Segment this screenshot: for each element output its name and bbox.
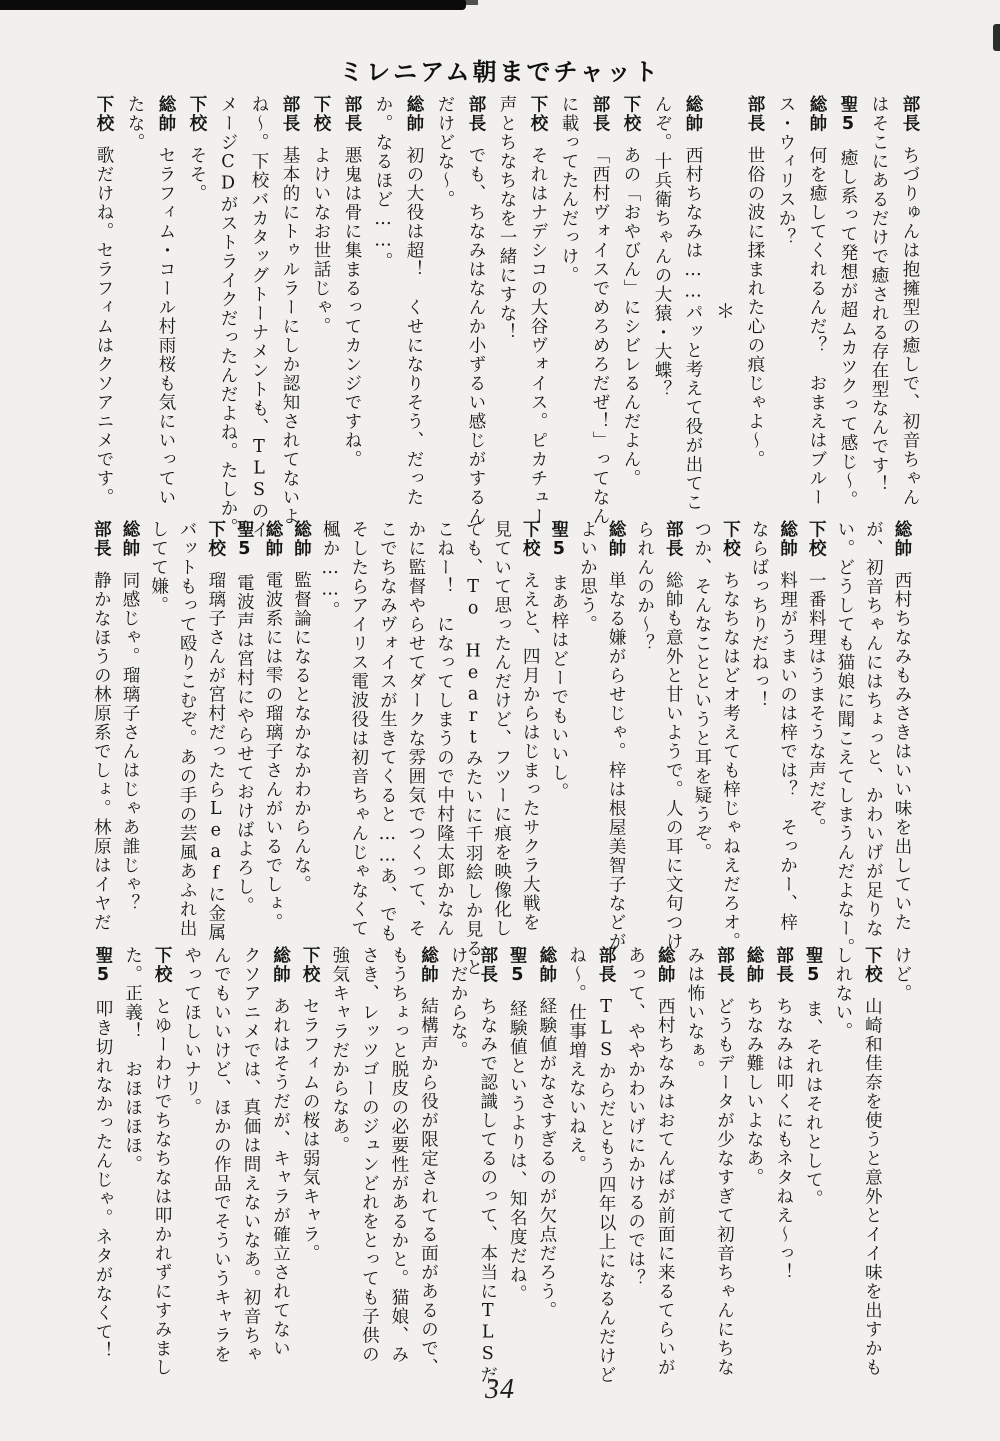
dialogue-line: 聖5まあ梓はどーでもいいし。	[548, 520, 569, 802]
dialogue-line: 部長総帥も意外と甘いようで。人の耳に文句つけ	[663, 520, 684, 951]
dialogue-line: はそこにあるだけで癒される存在型なんです！	[869, 95, 889, 494]
speaker-name: 聖5	[838, 95, 858, 136]
dialogue-line: 部長ちなみで認識してるのって、本当にTLSだ	[477, 946, 498, 1385]
dialogue-line: 総帥西村ちなみは……パッと考えて役が出てこ	[683, 95, 703, 512]
dialogue-line: 総帥監督論になるとなかなかわからんな。	[291, 520, 312, 894]
dialogue-line: 聖5ま、それはそれとして。	[803, 946, 824, 1209]
speaker-name: 総帥	[777, 520, 798, 558]
speaker-name: 下校	[311, 95, 331, 133]
dialogue-line: クソアニメでは、真価は問えないなあ。初音ちゃ	[240, 946, 261, 1364]
dialogue-line: もうちょっと脱皮の必要性があるかと。猫娘、み	[388, 946, 409, 1364]
dialogue-line: られんのか～？	[634, 520, 655, 653]
dialogue-line: に載ってたんだっけ。	[559, 95, 579, 285]
dialogue-line: ね～。仕事増えないねえ。	[566, 946, 587, 1174]
speaker-name: 下校	[862, 946, 883, 984]
speaker-name: 部長	[280, 95, 300, 133]
speaker-name: 聖5	[548, 520, 569, 561]
dialogue-line: 部長世俗の波に揉まれた心の痕じゃよ～。	[745, 95, 765, 469]
dialogue-line: 総帥ちなみ難しいよなあ。	[744, 946, 765, 1187]
dialogue-line: 部長「西村ヴォイスでめろめろだぜ！」ってなん	[590, 95, 610, 526]
speaker-name: 総帥	[606, 520, 627, 558]
dialogue-line: 総帥セラフィム・コール村雨桜も気にいってい	[156, 95, 176, 507]
dialogue-line: だけどな～。	[435, 95, 455, 209]
speaker-name: 下校	[528, 95, 548, 133]
page-number: 34	[485, 1374, 515, 1405]
dialogue-line: そしたらアイリス電波役は初音ちゃんじゃなくて	[348, 520, 369, 938]
scan-artifact-right-edge	[993, 24, 1000, 51]
speaker-name: 総帥	[807, 95, 827, 133]
speaker-name: 部長	[466, 95, 486, 133]
dialogue-line: 下校そそ。	[187, 95, 207, 203]
dialogue-line: ならばっちりだねっ！	[749, 520, 770, 710]
dialogue-line: 総帥何を癒してくれるんだ？ おまえはブルー	[807, 95, 827, 507]
section-separator: ＊	[713, 301, 735, 322]
dialogue-line: 総帥単なる嫌がらせじゃ。梓は根屋美智子などが	[606, 520, 627, 951]
dialogue-line: けど。	[892, 946, 912, 1003]
dialogue-line: 聖5癒し系って発想が超ムカツクって感じ～。	[838, 95, 858, 510]
speaker-name: 総帥	[262, 520, 283, 558]
speaker-name: 下校	[720, 520, 741, 558]
dialogue-line: 総帥電波系には雫の瑠璃子さんがいるでしょ。	[262, 520, 283, 932]
speaker-name: 部長	[342, 95, 362, 133]
speaker-name: 総帥	[119, 520, 140, 558]
dialogue-line: しれない。	[832, 946, 853, 1041]
dialogue-line: 下校セラフィムの桜は弱気キャラ。	[300, 946, 321, 1263]
speaker-name: 聖5	[507, 946, 528, 987]
speaker-name: 下校	[205, 520, 226, 558]
dialogue-line: 総帥料理がうまいのは梓では？ そっかー、梓	[777, 520, 798, 932]
speaker-name: 聖5	[92, 946, 113, 987]
page-title: ミレニアム朝までチャット	[339, 58, 661, 86]
speaker-name: 部長	[773, 946, 794, 984]
dialogue-line: かに監督やらせてダークな雰囲気でつくって、そ	[405, 520, 426, 938]
speaker-name: 総帥	[892, 520, 912, 558]
dialogue-line: 総帥経験値がなさすぎるのが欠点だろう。	[536, 946, 557, 1320]
dialogue-line: してて嫌。	[148, 520, 169, 615]
dialogue-line: 下校あの「おやびん」にシビレるんだよん。	[621, 95, 641, 488]
dialogue-line: が、初音ちゃんにはちょっと、かわいげが足りな	[863, 520, 884, 938]
chat-transcript-section-2	[87, 520, 916, 977]
dialogue-line: 下校よけいなお世話じゃ。	[311, 95, 331, 336]
dialogue-line: 総帥西村ちなみもみさきはいい味を出していた	[892, 520, 912, 932]
dialogue-line: 総帥同感じゃ。瑠璃子さんはじゃあ誰じゃ？	[119, 520, 140, 913]
speaker-name: 聖5	[234, 520, 255, 561]
dialogue-line: ス・ウィリスか？	[776, 95, 796, 247]
dialogue-line: 見ていて思ったんだけど、フツーに痕を映像化し	[491, 520, 512, 938]
scan-artifact-top-edge	[0, 0, 466, 10]
dialogue-line: こねー！ になってしまうので中村隆太郎かなん	[434, 520, 455, 938]
dialogue-line: 下校ええと、四月からはじまったサクラ大戦を	[520, 520, 541, 932]
speaker-name: 総帥	[418, 946, 439, 984]
speaker-name: 下校	[621, 95, 641, 133]
dialogue-line: ね～。下校バカタッグトーナメントも、TLSのイ	[249, 95, 269, 540]
dialogue-line: んぞ。十兵衛ちゃんの大猿・大蝶？	[652, 95, 672, 399]
dialogue-line: 下校それはナデシコの大谷ヴォイス。ピカチュー	[528, 95, 548, 526]
dialogue-line: 総帥初の大役は超！ くせになりそう、だった	[404, 95, 424, 507]
dialogue-line: 聖5電波声は宮村にやらせておけばよろし。	[234, 520, 255, 916]
speaker-name: 部長	[745, 95, 765, 133]
dialogue-line: 部長TLSからだともう四年以上になるんだけど	[596, 946, 617, 1385]
dialogue-line: あって、ややかわいげにかけるのでは？	[625, 946, 646, 1288]
speaker-name: 下校	[187, 95, 207, 133]
speaker-name: 部長	[596, 946, 617, 984]
dialogue-line: 部長静かなほうの林原系でしょ。林原はイヤだ	[91, 520, 112, 932]
speaker-name: 部長	[900, 95, 920, 133]
speaker-name: 聖5	[803, 946, 824, 987]
dialogue-line: 下校歌だけね。セラフィムはクソアニメです。	[94, 95, 114, 507]
dialogue-line: つか、そんなことというと耳を疑うぞ。	[691, 520, 712, 862]
speaker-name: 下校	[806, 520, 827, 558]
chat-transcript-section-3	[87, 946, 916, 1385]
dialogue-line: 部長ちなみは叩くにもネタねえ～っ！	[773, 946, 794, 1282]
speaker-name: 総帥	[536, 946, 557, 984]
dialogue-line: たな。	[125, 95, 145, 152]
dialogue-line: ても、To Heartみたいに千羽絵しか見ると	[463, 520, 484, 977]
dialogue-line: やってほしいナリ。	[181, 946, 202, 1117]
speaker-name: 総帥	[156, 95, 176, 133]
speaker-name: 下校	[152, 946, 173, 984]
chat-transcript-section-1	[88, 95, 925, 540]
dialogue-line: 楓か……。	[320, 520, 341, 620]
dialogue-line: 下校ちなちなはどオ考えても梓じゃねえだろオ。	[720, 520, 741, 951]
speaker-name: 総帥	[404, 95, 424, 133]
speaker-name: 部長	[590, 95, 610, 133]
dialogue-line: 強気キャラだからなあ。	[329, 946, 350, 1155]
speaker-name: 部長	[663, 520, 684, 558]
dialogue-line: 下校瑠璃子さんが宮村だったらLeafに金属	[205, 520, 226, 942]
dialogue-line: 部長ちづりゅんは抱擁型の癒しで、初音ちゃん	[900, 95, 920, 507]
speaker-name: 総帥	[291, 520, 312, 558]
dialogue-line: 部長基本的にトゥルラーにしか認知されてないよ	[280, 95, 300, 526]
speaker-name: 総帥	[270, 946, 291, 984]
dialogue-line: 部長悪鬼は骨に集まるってカンジですね。	[342, 95, 362, 469]
dialogue-line: バットもって殴りこむぞ。あの手の芸風あふれ出	[177, 520, 198, 938]
speaker-name: 下校	[520, 520, 541, 558]
dialogue-line: んでもいいけど、ほかの作品でそういうキャラを	[211, 946, 232, 1364]
dialogue-line: けだからな。	[448, 946, 469, 1060]
dialogue-line: 下校とゆーわけでちなちなは叩かれずにすみまし	[152, 946, 173, 1377]
speaker-name: 下校	[300, 946, 321, 984]
dialogue-line: 部長どうもデータが少なすぎて初音ちゃんにちな	[714, 946, 735, 1377]
dialogue-line: 総帥あれはそうだが、キャラが確立されてない	[270, 946, 291, 1358]
dialogue-line: 下校山崎和佳奈を使うと意外とイイ味を出すかも	[862, 946, 883, 1377]
speaker-name: 総帥	[683, 95, 703, 133]
dialogue-line: 部長でも、ちなみはなんか小ずるい感じがするん	[466, 95, 486, 526]
speaker-name: 部長	[714, 946, 735, 984]
dialogue-line: さき、レッツゴーのジュンどれをとっても子供の	[359, 946, 380, 1364]
speaker-name: 総帥	[655, 946, 676, 984]
dialogue-line: 聖5叩き切れなかったんじゃ。ネタがなくて！	[92, 946, 113, 1361]
dialogue-line: 聖5経験値というよりは、知名度だね。	[507, 946, 528, 1304]
dialogue-line: 下校一番料理はうまそうな声だぞ。	[806, 520, 827, 837]
dialogue-line: 声とちなちなを一緒にすな！	[497, 95, 517, 342]
dialogue-line: た。正義！ おほほほほ。	[122, 946, 143, 1174]
dialogue-line: 総帥結構声から役が限定されてる面があるので、	[418, 946, 439, 1377]
speaker-name: 総帥	[744, 946, 765, 984]
speaker-name: 下校	[94, 95, 114, 133]
scan-artifact-top-edge-2	[460, 0, 478, 5]
dialogue-line: 総帥西村ちなみはおてんばが前面に来るてらいが	[655, 946, 676, 1377]
dialogue-line: こでちなみヴォイスが生きてくると……あ、でも	[377, 520, 398, 943]
speaker-name: 部長	[91, 520, 112, 558]
dialogue-line: い。どうしても猫娘に聞こえてしまうんだよなー。	[834, 520, 855, 957]
speaker-name: 部長	[477, 946, 498, 984]
dialogue-line: メージCDがストライクだったんだよね。たしか。	[218, 95, 238, 537]
dialogue-line: みは怖いなぁ。	[684, 946, 705, 1079]
dialogue-line: よいか思う。	[577, 520, 598, 634]
dialogue-line: か。なるほど……。	[373, 95, 393, 271]
